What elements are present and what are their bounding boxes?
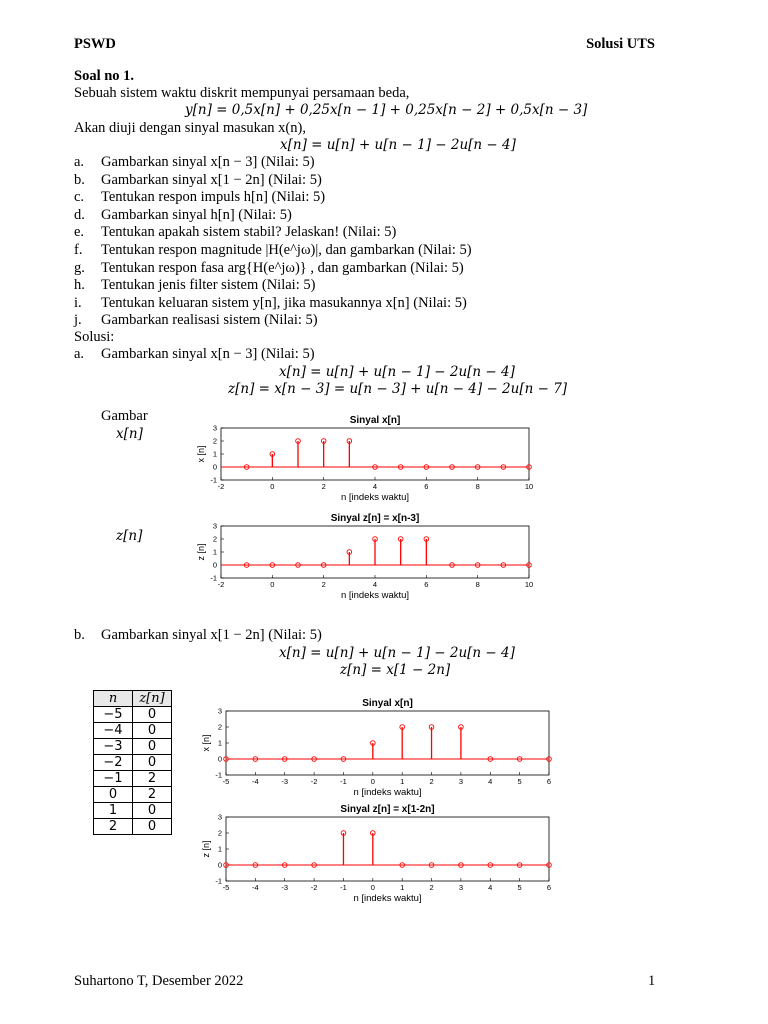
question-text: Tentukan jenis filter sistem (Nilai: 5) [101, 277, 316, 294]
solusi-b-text: Gambarkan sinyal x[1 − 2n] (Nilai: 5) [101, 627, 322, 643]
x-tick-label: 2 [321, 580, 326, 589]
x-tick-label: 2 [429, 777, 434, 786]
x-axis-label: n [indeks waktu] [340, 492, 410, 503]
question-text: Gambarkan sinyal x[n − 3] (Nilai: 5) [101, 154, 315, 170]
table-cell-n: −4 [94, 723, 133, 739]
x-tick-label: -3 [281, 883, 289, 892]
table-cell-zn: 0 [133, 707, 172, 723]
question-item [74, 295, 472, 313]
y-tick-label: 3 [212, 521, 217, 531]
y-axis-label: x [n] [201, 734, 211, 752]
x-tick-label: 8 [475, 482, 480, 491]
soal-title: Soal no 1. [74, 68, 135, 84]
x-tick-label: -2 [310, 883, 318, 892]
y-tick-label: -1 [215, 876, 222, 886]
header-left: PSWD [74, 36, 116, 52]
x-axis-label: n [indeks waktu] [353, 893, 422, 904]
table-row [94, 819, 172, 835]
y-axis-label: z [n] [196, 543, 206, 561]
x-tick-label: -3 [281, 777, 289, 786]
x-tick-label: -2 [217, 580, 225, 589]
question-text: Tentukan respon magnitude |H(e^jω)|, dan gambarkan (Nilai: 5) [101, 241, 472, 258]
x-tick-label: 4 [372, 482, 378, 491]
x-tick-label: -5 [222, 777, 230, 786]
x-tick-label: 6 [424, 482, 429, 491]
table-cell-zn: 0 [133, 723, 172, 739]
x-axis-label: n [indeks waktu] [340, 590, 410, 601]
x-tick-label: 0 [370, 883, 375, 892]
question-label: e. [74, 224, 85, 241]
question-text: Tentukan keluaran sistem y[n], jika masukannya x[n] (Nilai: 5) [101, 294, 467, 311]
question-item [74, 242, 472, 260]
table-cell-n: −1 [94, 771, 133, 787]
question-text: Tentukan respon impuls h[n] (Nilai: 5) [101, 189, 326, 206]
solusi-a-label: a. [74, 346, 85, 362]
x-tick-label: 1 [400, 777, 405, 786]
x-tick-label: 2 [321, 482, 326, 491]
z-table-header-zn: z[n] [133, 691, 172, 707]
plot-area [226, 711, 549, 775]
table-row [94, 771, 172, 787]
z-table [93, 690, 172, 835]
y-tick-label: 1 [217, 844, 222, 854]
question-label: g. [74, 259, 85, 276]
xn-caption: x[n] [116, 426, 143, 442]
chart-title: Sinyal z[n] = x[n-3] [330, 513, 420, 524]
y-tick-label: 2 [212, 534, 217, 544]
x-tick-label: -4 [252, 777, 259, 786]
table-row [94, 803, 172, 819]
table-cell-n: 2 [94, 819, 133, 835]
x-tick-label: 2 [429, 883, 434, 892]
gambar-label: Gambar [101, 408, 148, 424]
question-label: d. [74, 206, 85, 223]
x-tick-label: 5 [517, 777, 522, 786]
table-row [94, 739, 172, 755]
x-tick-label: 0 [270, 580, 275, 589]
x-tick-label: 1 [400, 883, 405, 892]
x-tick-label: 8 [475, 580, 480, 589]
question-label: f. [74, 241, 83, 258]
x-tick-label: 4 [488, 777, 493, 786]
solusi-a-text: Gambarkan sinyal x[n − 3] (Nilai: 5) [101, 346, 315, 362]
x-tick-label: 6 [424, 580, 429, 589]
question-item [74, 224, 472, 242]
question-text: Gambarkan sinyal h[n] (Nilai: 5) [101, 206, 292, 223]
x-tick-label: 6 [546, 883, 552, 892]
table-cell-zn: 0 [133, 803, 172, 819]
z-table-body [94, 707, 172, 835]
question-item [74, 277, 472, 295]
input-intro: Akan diuji dengan sinyal masukan x(n), [74, 120, 306, 136]
solusi-a-eq2: z[n] = x[n − 3] = u[n − 3] + u[n − 4] − 2u[n − 7] [228, 381, 568, 397]
x-tick-label: 10 [524, 482, 534, 491]
x-tick-label: -1 [340, 777, 347, 786]
x-tick-label: -4 [252, 883, 259, 892]
chart-title: Sinyal x[n] [362, 698, 413, 709]
plot-area [221, 428, 529, 480]
question-item [74, 207, 472, 225]
y-tick-label: 1 [212, 449, 217, 459]
y-tick-label: 3 [212, 423, 217, 433]
x-axis-label: n [indeks waktu] [353, 787, 422, 798]
chart-title: Sinyal z[n] = x[1-2n] [340, 804, 435, 815]
x-tick-label: -2 [217, 482, 225, 491]
x-tick-label: 4 [372, 580, 378, 589]
chart-zn-a [185, 508, 545, 608]
y-tick-label: 2 [212, 436, 217, 446]
y-tick-label: 2 [217, 828, 222, 838]
x-tick-label: -5 [222, 883, 230, 892]
y-axis-label: x [n] [196, 445, 206, 463]
y-tick-label: 1 [212, 547, 217, 557]
question-text: Gambarkan realisasi sistem (Nilai: 5) [101, 312, 318, 329]
footer-author: Suhartono T, Desember 2022 [74, 973, 244, 989]
table-cell-zn: 2 [133, 787, 172, 803]
solusi-b-eq1: x[n] = u[n] + u[n − 1] − 2u[n − 4] [279, 645, 515, 661]
chart-xn-a [185, 410, 545, 510]
table-cell-n: −5 [94, 707, 133, 723]
z-table-header-n: n [94, 691, 133, 707]
x-tick-label: -2 [310, 777, 318, 786]
soal-intro: Sebuah sistem waktu diskrit mempunyai persamaan beda, [74, 85, 410, 101]
solusi-b-item [74, 627, 322, 644]
table-cell-zn: 0 [133, 819, 172, 835]
header-right: Solusi UTS [586, 36, 655, 52]
difference-equation: y[n] = 0,5x[n] + 0,25x[n − 1] + 0,25x[n − 2] + 0,5x[n − 3] [185, 102, 588, 118]
table-cell-zn: 0 [133, 739, 172, 755]
table-row [94, 723, 172, 739]
y-tick-label: 3 [217, 812, 222, 822]
table-row [94, 707, 172, 723]
z-table-header-row [94, 691, 172, 707]
y-tick-label: 2 [217, 722, 222, 732]
plot-area [226, 817, 549, 881]
table-row [94, 787, 172, 803]
x-tick-label: 10 [524, 580, 534, 589]
x-tick-label: 3 [458, 883, 463, 892]
x-tick-label: 6 [546, 777, 552, 786]
x-tick-label: 5 [517, 883, 522, 892]
question-text: Gambarkan sinyal x[1 − 2n] (Nilai: 5) [101, 171, 322, 188]
y-axis-label: z [n] [201, 840, 211, 858]
solusi-title: Solusi: [74, 329, 115, 345]
question-label: a. [74, 154, 85, 170]
y-tick-label: 0 [217, 860, 222, 870]
chart-zn-b [190, 799, 565, 911]
question-label: b. [74, 171, 85, 188]
x-tick-label: 0 [370, 777, 375, 786]
input-equation: x[n] = u[n] + u[n − 1] − 2u[n − 4] [280, 137, 516, 153]
question-label: j. [74, 312, 82, 329]
zn-caption: z[n] [116, 528, 143, 544]
table-row [94, 755, 172, 771]
y-tick-label: -1 [210, 573, 217, 583]
question-item [74, 312, 472, 330]
y-tick-label: -1 [215, 770, 222, 780]
solusi-a-item [74, 346, 315, 363]
question-text: Tentukan apakah sistem stabil? Jelaskan! (Nilai: 5) [101, 224, 397, 241]
question-label: h. [74, 277, 85, 294]
y-tick-label: 0 [212, 462, 217, 472]
y-tick-label: 1 [217, 738, 222, 748]
table-cell-n: 0 [94, 787, 133, 803]
table-cell-n: −2 [94, 755, 133, 771]
chart-xn-b [190, 693, 565, 805]
y-tick-label: 3 [217, 706, 222, 716]
y-tick-label: 0 [217, 754, 222, 764]
y-tick-label: -1 [210, 475, 217, 485]
x-tick-label: -1 [340, 883, 347, 892]
chart-title: Sinyal x[n] [349, 415, 401, 426]
x-tick-label: 3 [458, 777, 463, 786]
question-item [74, 260, 472, 278]
table-cell-zn: 0 [133, 755, 172, 771]
page-number: 1 [648, 973, 656, 989]
x-tick-label: 4 [488, 883, 493, 892]
question-label: i. [74, 294, 82, 311]
question-item [74, 154, 472, 172]
x-tick-label: 0 [270, 482, 275, 491]
solusi-b-label: b. [74, 627, 85, 643]
question-text: Tentukan respon fasa arg{H(e^jω)} , dan gambarkan (Nilai: 5) [101, 259, 464, 276]
question-item [74, 172, 472, 190]
solusi-b-eq2: z[n] = x[1 − 2n] [340, 662, 451, 678]
question-label: c. [74, 189, 85, 206]
table-cell-n: −3 [94, 739, 133, 755]
question-list [74, 154, 472, 330]
question-item [74, 189, 472, 207]
solusi-a-eq1: x[n] = u[n] + u[n − 1] − 2u[n − 4] [279, 364, 515, 380]
table-cell-n: 1 [94, 803, 133, 819]
y-tick-label: 0 [212, 560, 217, 570]
table-cell-zn: 2 [133, 771, 172, 787]
